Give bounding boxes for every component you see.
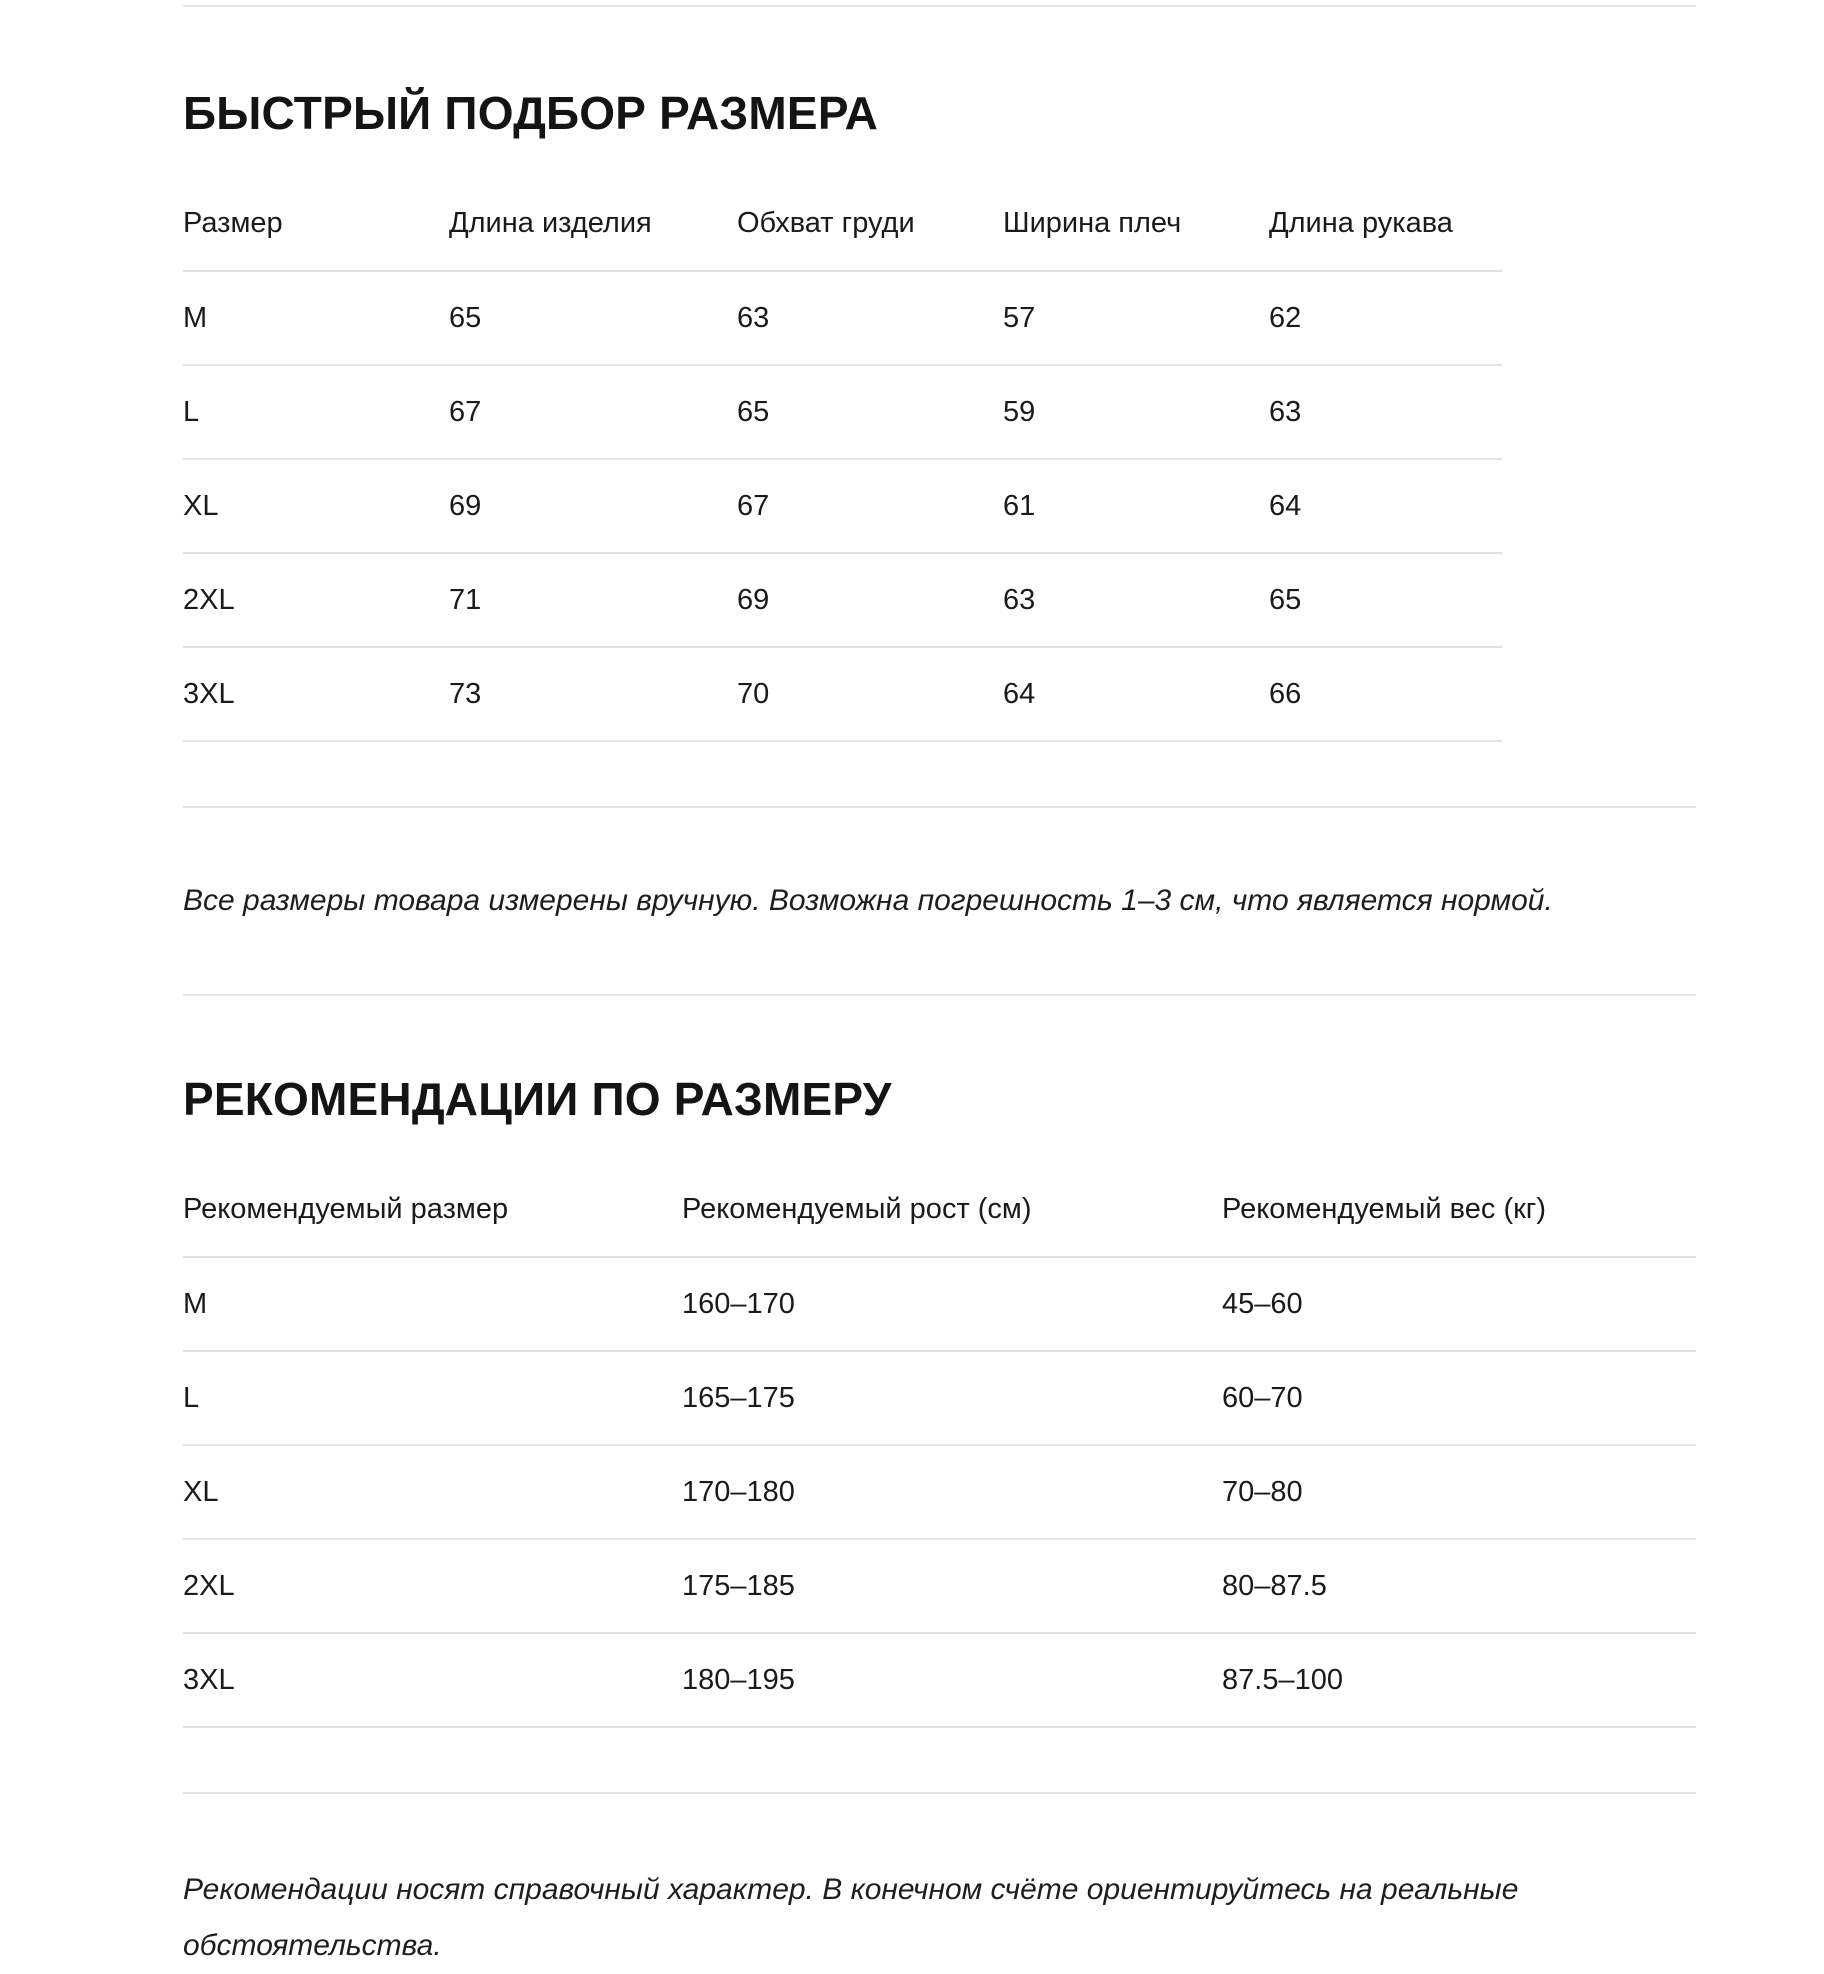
weight-cell: 45–60: [1222, 1287, 1303, 1320]
shoulders-cell: 61: [1003, 489, 1036, 522]
section-divider: [183, 994, 1696, 996]
table-header-row: [183, 1163, 1696, 1257]
top-divider: [183, 5, 1696, 7]
chest-cell: 69: [737, 583, 770, 616]
chest-cell: 65: [737, 395, 770, 428]
measurement-note: Все размеры товара измерены вручную. Возможна погрешность 1–3 см, что является нормой.: [183, 884, 1553, 917]
column-header-sleeve: Длина рукава: [1269, 207, 1453, 239]
size-cell: XL: [183, 1475, 219, 1508]
recommendations-title: РЕКОМЕНДАЦИИ ПО РАЗМЕРУ: [183, 1073, 892, 1125]
size-cell: M: [183, 301, 208, 334]
column-header-chest: Обхват груди: [737, 207, 915, 239]
table-row: [183, 1445, 1696, 1539]
size-cell: 3XL: [183, 1663, 235, 1696]
shoulders-cell: 64: [1003, 677, 1036, 710]
column-header-recommended-weight: Рекомендуемый вес (кг): [1222, 1193, 1547, 1225]
column-header-length: Длина изделия: [449, 207, 652, 239]
weight-cell: 60–70: [1222, 1381, 1303, 1414]
table-row: [183, 1351, 1696, 1445]
size-cell: 3XL: [183, 677, 235, 710]
size-cell: 2XL: [183, 1569, 235, 1602]
height-cell: 180–195: [682, 1663, 795, 1696]
weight-cell: 80–87.5: [1222, 1569, 1327, 1602]
length-cell: 69: [449, 489, 482, 522]
height-cell: 175–185: [682, 1569, 795, 1602]
height-cell: 170–180: [682, 1475, 795, 1508]
column-header-shoulders: Ширина плеч: [1003, 207, 1182, 239]
table-row: [183, 365, 1502, 459]
length-cell: 65: [449, 301, 482, 334]
recommendations-table: [183, 1163, 1696, 1728]
sleeve-cell: 62: [1269, 301, 1302, 334]
table-row: [183, 553, 1502, 647]
section-divider: [183, 1792, 1696, 1794]
sleeve-cell: 66: [1269, 677, 1302, 710]
length-cell: 67: [449, 395, 482, 428]
sleeve-cell: 64: [1269, 489, 1302, 522]
section-divider: [183, 806, 1696, 808]
chest-cell: 70: [737, 677, 770, 710]
table-row: [183, 1633, 1696, 1727]
column-header-size: Размер: [183, 207, 283, 239]
height-cell: 165–175: [682, 1381, 795, 1414]
weight-cell: 70–80: [1222, 1475, 1303, 1508]
shoulders-cell: 59: [1003, 395, 1036, 428]
size-cell: XL: [183, 489, 219, 522]
weight-cell: 87.5–100: [1222, 1663, 1343, 1696]
size-chart-title: БЫСТРЫЙ ПОДБОР РАЗМЕРА: [183, 87, 879, 139]
size-chart-table: [183, 177, 1502, 742]
recommendations-note: Рекомендации носят справочный характер. В конечном счёте ориентируйтесь на реальные обстоятельства.: [183, 1873, 1519, 1962]
sleeve-cell: 63: [1269, 395, 1302, 428]
table-row: [183, 459, 1502, 553]
size-cell: 2XL: [183, 583, 235, 616]
column-header-recommended-size: Рекомендуемый размер: [183, 1193, 509, 1225]
sleeve-cell: 65: [1269, 583, 1302, 616]
table-header-row: [183, 177, 1502, 271]
size-cell: L: [183, 1381, 200, 1414]
length-cell: 71: [449, 583, 482, 616]
table-row: [183, 1257, 1696, 1351]
size-cell: L: [183, 395, 200, 428]
table-row: [183, 647, 1502, 741]
chest-cell: 63: [737, 301, 770, 334]
size-guide: [183, 0, 1696, 1974]
height-cell: 160–170: [682, 1287, 795, 1320]
table-row: [183, 271, 1502, 365]
size-cell: M: [183, 1287, 208, 1320]
shoulders-cell: 63: [1003, 583, 1036, 616]
column-header-recommended-height: Рекомендуемый рост (см): [682, 1193, 1032, 1225]
shoulders-cell: 57: [1003, 301, 1036, 334]
table-row: [183, 1539, 1696, 1633]
length-cell: 73: [449, 677, 482, 710]
chest-cell: 67: [737, 489, 770, 522]
